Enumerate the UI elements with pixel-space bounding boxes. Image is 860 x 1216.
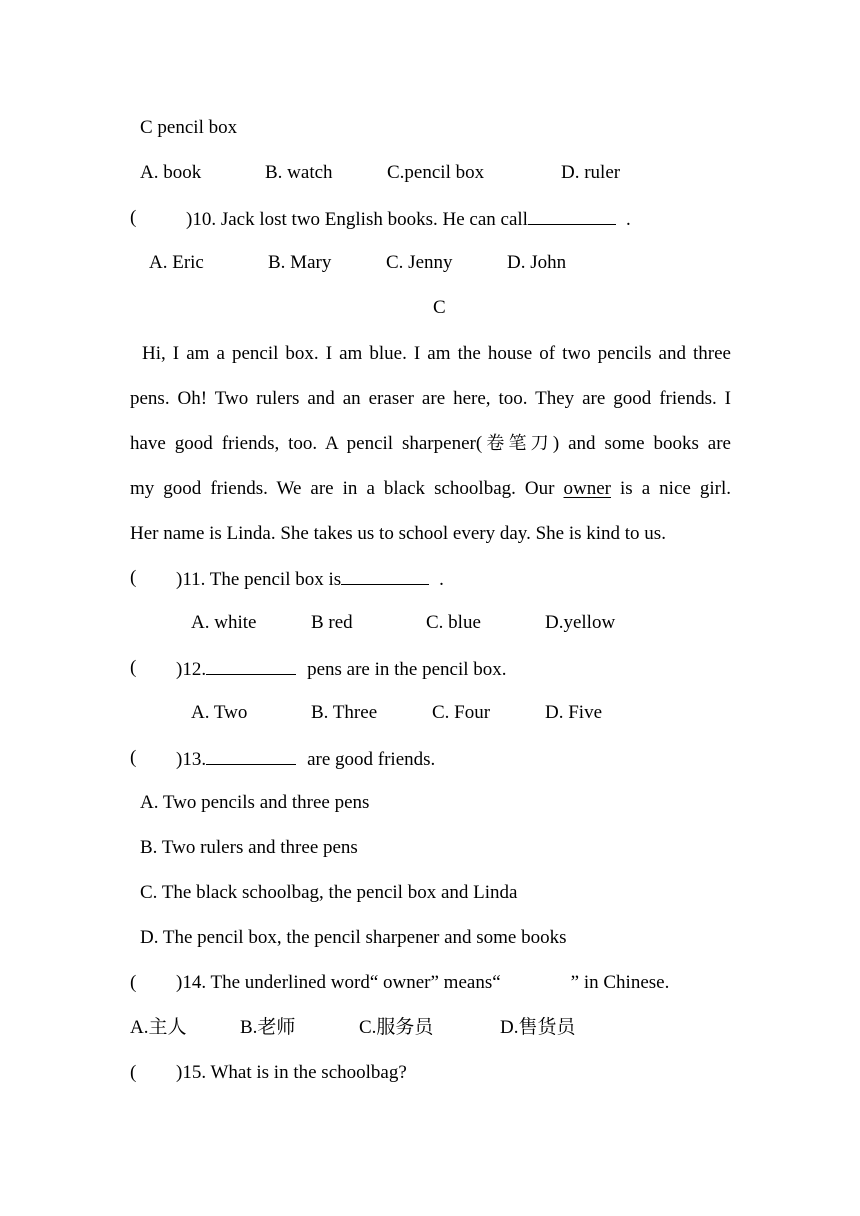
- q10-stem: [186, 206, 631, 232]
- q13-open-paren: (: [130, 747, 137, 768]
- q12-option-b: B. Three: [311, 702, 378, 723]
- q13-number: 13.: [182, 749, 207, 770]
- q15-stem: [176, 1061, 407, 1085]
- q9-option-d: D. ruler: [561, 162, 621, 183]
- q13-option-d: D. The pencil box, the pencil sharpener and some books: [140, 927, 567, 948]
- q14-text: 14. The underlined word“ owner” means“: [182, 972, 501, 993]
- q9-option-b: B. watch: [265, 162, 333, 183]
- q10-answer-blank[interactable]: [528, 206, 616, 225]
- q13-stem: [176, 746, 435, 772]
- q11-open-paren: (: [130, 567, 137, 588]
- q10-end: .: [625, 209, 631, 230]
- q12-answer-blank[interactable]: [206, 656, 296, 675]
- underlined-word-owner: owner: [563, 478, 611, 499]
- q11-close-paren: ): [176, 569, 183, 590]
- passage-line-2: pens. Oh! Two rulers and an eraser are here, too. They are good friends. I: [130, 388, 731, 409]
- q12-open-paren: (: [130, 657, 137, 678]
- q14-option-a: A.主人: [130, 1017, 187, 1038]
- passage-line-1: Hi, I am a pencil box. I am blue. I am the house of two pencils and three: [142, 343, 731, 364]
- passage-chinese-gloss: 卷笔刀: [482, 433, 553, 454]
- q12-option-c: C. Four: [432, 702, 491, 723]
- passage-line-5: Her name is Linda. She takes us to school every day. She is kind to us.: [130, 523, 666, 544]
- reading-passage: [130, 331, 731, 556]
- q13-answer-blank[interactable]: [206, 746, 296, 765]
- q13-option-a: A. Two pencils and three pens: [140, 792, 370, 813]
- q15-text: 15. What is in the schoolbag?: [182, 1062, 407, 1083]
- q11-stem: [176, 566, 444, 592]
- q10-close-paren: ): [186, 209, 193, 230]
- passage-line-4: [130, 466, 731, 511]
- q10-option-d: D. John: [507, 252, 567, 273]
- q14-option-b: B.老师: [240, 1017, 296, 1038]
- q11-option-d: D.yellow: [545, 612, 616, 633]
- q12-option-d: D. Five: [545, 702, 602, 723]
- q11-option-a: A. white: [191, 612, 257, 633]
- q11-option-b: B red: [311, 612, 353, 633]
- q12-option-a: A. Two: [191, 702, 248, 723]
- q13-option-c: C. The black schoolbag, the pencil box and Linda: [140, 882, 518, 903]
- q14-option-d: D.售货员: [500, 1017, 576, 1038]
- passage-line-3b: ) and some books are: [552, 433, 731, 454]
- q10-option-a: A. Eric: [149, 252, 204, 273]
- q12-number: 12.: [182, 659, 207, 680]
- q12-stem: [176, 656, 507, 682]
- q9-option-a: A. book: [140, 162, 202, 183]
- q10-open-paren: (: [130, 207, 137, 228]
- q10-option-c: C. Jenny: [386, 252, 453, 273]
- passage-line-3: [130, 421, 731, 466]
- passage-line-4a: my good friends. We are in a black schoolbag. Our: [130, 478, 564, 499]
- passage-line-3a: have good friends, too. A pencil sharpener(: [130, 433, 483, 454]
- q14-stem: [176, 971, 669, 995]
- passage-line-4b: is a nice girl.: [610, 478, 731, 499]
- section-label: C: [433, 297, 446, 318]
- q9-option-c-text: C pencil box: [140, 117, 238, 138]
- q12-text: pens are in the pencil box.: [307, 659, 507, 680]
- q10-text: 10. Jack lost two English books. He can call: [192, 209, 528, 230]
- q15-open-paren: (: [130, 1062, 137, 1083]
- q14-close-paren: ): [176, 972, 183, 993]
- q14-end: ” in Chinese.: [570, 972, 670, 993]
- q15-close-paren: ): [176, 1062, 183, 1083]
- q11-end: .: [439, 569, 444, 590]
- q12-close-paren: ): [176, 659, 183, 680]
- q13-option-b: B. Two rulers and three pens: [140, 837, 358, 858]
- q13-close-paren: ): [176, 749, 183, 770]
- q10-option-b: B. Mary: [268, 252, 332, 273]
- q14-open-paren: (: [130, 972, 137, 993]
- q11-option-c: C. blue: [426, 612, 481, 633]
- q14-option-c: C.服务员: [359, 1017, 434, 1038]
- q9-option-c: C.pencil box: [387, 162, 485, 183]
- q11-answer-blank[interactable]: [341, 566, 429, 585]
- q11-text: 11. The pencil box is: [182, 569, 342, 590]
- q13-text: are good friends.: [307, 749, 436, 770]
